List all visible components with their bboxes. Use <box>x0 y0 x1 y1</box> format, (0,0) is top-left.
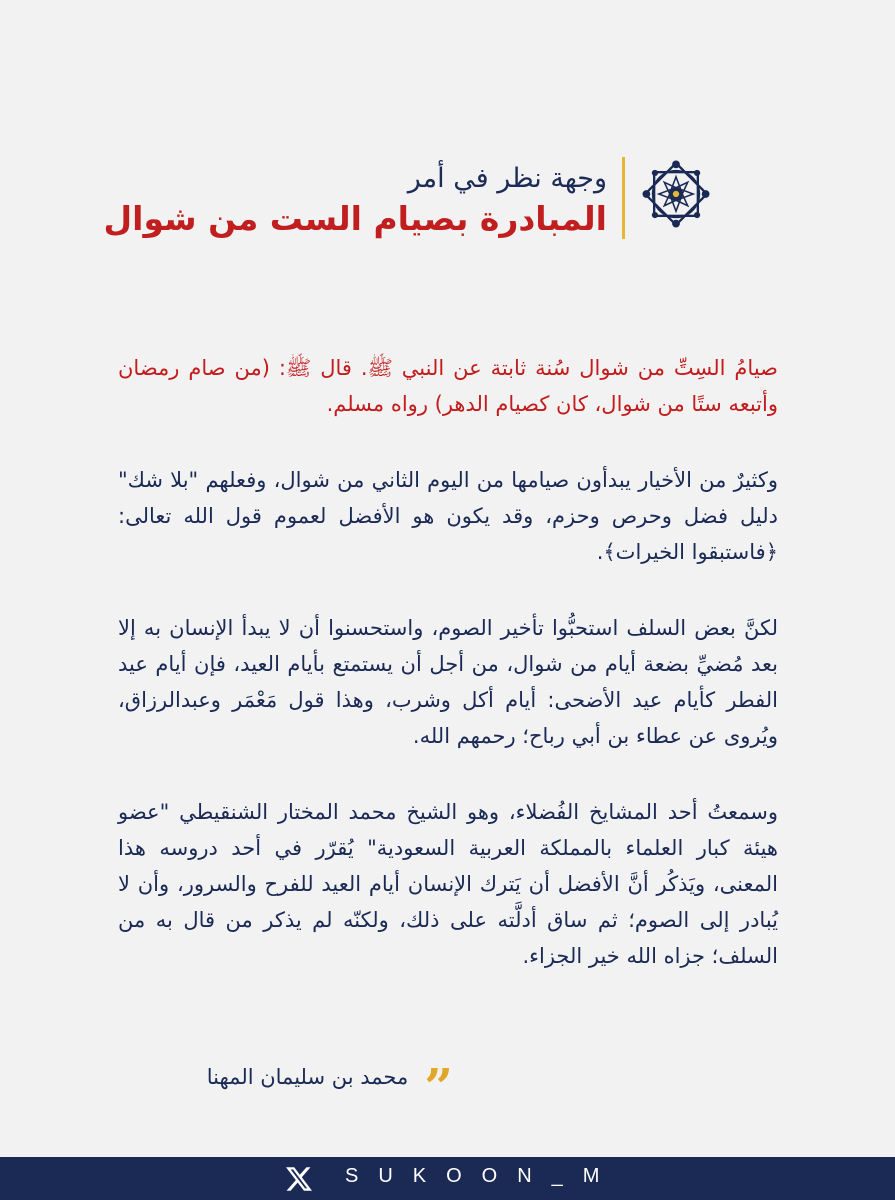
title-divider <box>622 157 625 239</box>
signature <box>206 1057 453 1116</box>
author-name: محمد بن سليمان المهنا <box>206 1065 409 1089</box>
social-handle[interactable]: SUKOON_M <box>345 1165 620 1187</box>
header <box>0 155 895 245</box>
footer-bar <box>0 1157 895 1200</box>
x-logo-icon[interactable] <box>285 1166 313 1192</box>
article-body <box>118 350 778 1014</box>
page-subtitle: وجهة نظر في أمر <box>407 163 607 194</box>
quote-mark-icon: ” <box>424 1057 453 1116</box>
paragraph-delay-opinion: لكنَّ بعض السلف استحبُّوا تأخير الصوم، واستحسنوا أن لا يبدأ الإنسان به إلا بعد مُضيِّ بضعة أيام من شوال، من أجل أن يستمتع بأيام العيد، فإن أيام عيد الفطر كأيام عيد الأضحى: أيام أكل وشرب، وهذا قول مَعْمَر وعبدالرزاق، ويُروى عن عطاء بن أبي رباح؛ رحمهم الله. <box>118 616 778 748</box>
paragraph-early-fasting: وكثيرٌ من الأخيار يبدأون صيامها من اليوم الثاني من شوال، وفعلهم "بلا شك" دليل فضل وحرص وحزم، وقد يكون هو الأفضل لعموم قول الله تعالى: ﴿فاستبقوا الخيرات﴾. <box>118 468 778 564</box>
ornamental-star-logo-icon <box>637 155 715 233</box>
paragraph-hadith: صيامُ السِتِّ من شوال سُنة ثابتة عن النبي ﷺ. قال ﷺ: (من صام رمضان وأتبعه ستًا من شوال، كان كصيام الدهر) رواه مسلم. <box>118 356 778 416</box>
page-title: المبادرة بصيام الست من شوال <box>103 199 607 238</box>
paragraph-sheikh-view: وسمعتُ أحد المشايخ الفُضلاء، وهو الشيخ محمد المختار الشنقيطي "عضو هيئة كبار العلماء بالمملكة العربية السعودية" يُقرّر في أحد دروسه هذا المعنى، ويَذكُر أنَّ الأفضل أن يَترك الإنسان أيام العيد للفرح والسرور، وأن لا يُبادر إلى الصوم؛ ثم ساق أدلَّته على ذلك، ولكنّه لم يذكر من قال به من السلف؛ جزاه الله خير الجزاء. <box>118 800 778 968</box>
